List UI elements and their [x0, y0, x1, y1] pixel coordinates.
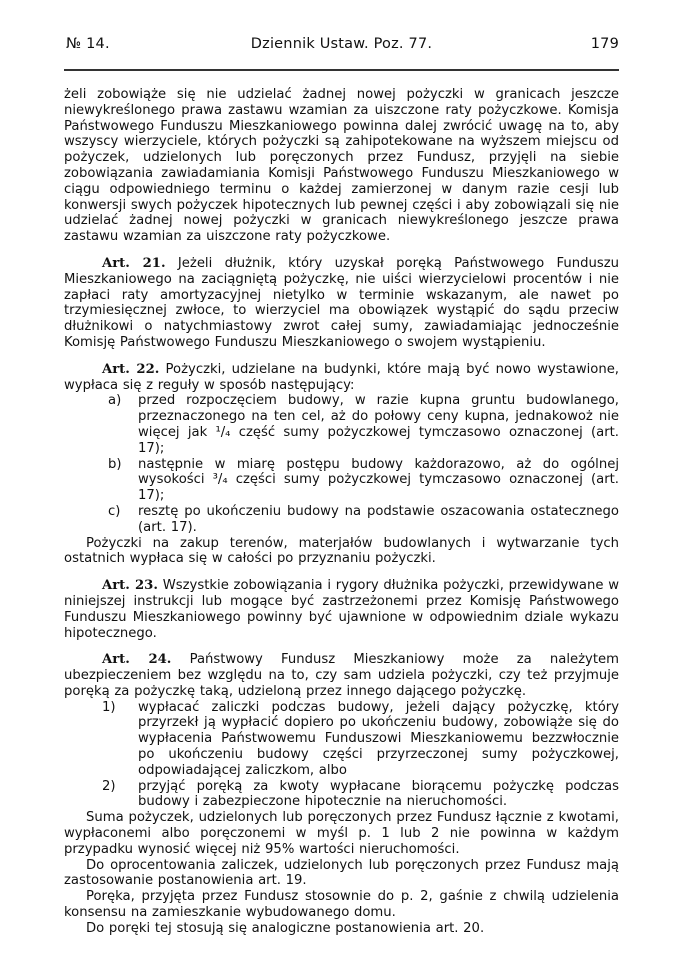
list-item: [64, 457, 619, 504]
journal-title: Dziennik Ustaw. Poz. 77.: [250, 36, 433, 52]
list-item-text: resztę po ukończeniu budowy na podstawie oszacowania ostatecznego (art. 17).: [138, 503, 619, 535]
article-21-label: Art. 21.: [102, 255, 166, 271]
article-24-label: Art. 24.: [102, 652, 172, 668]
continuation-paragraph: żeli zobowiąże się nie udzielać żadnej nowej pożyczki w granicach jeszcze niewykreślonego prawa zastawu wzamian za uiszczone raty pożyczkowe. Komisja Państwowego Funduszu Mieszkaniowego powinna dalej zwrócić uwagę na to, aby wszyscy wierzyciele, których pożyczki są zahipotekowane na wyższem miejscu od pożyczek, udzielonych lub poręczonych przez Fundusz, przyjęli na siebie zobowiązania zawiadamiania Komisji Państwowego Funduszu Mieszkaniowego w ciągu odpowiedniego terminu o każdej zamierzonej w danym razie cesji lub konwersji swych pożyczek hipotecznych lub pewnej części i aby zobowiązali się nie udzielać żadnej nowej pożyczki w granicach niewykreślonego jeszcze prawa zastawu wzamian za uiszczone raty pożyczkowe.: [64, 87, 619, 245]
list-item-text: wypłacać zaliczki podczas budowy, jeżeli dający pożyczkę, który przyrzekł ją wypłacić dopiero po ukończeniu budowy, zobowiąże się do wypłacenia Państwowemu Funduszowi Mieszkaniowemu bezzwłocznie po ukończeniu budowy części przyrzeczonej sumy pożyczkowej, odpowiadającej zaliczkom, albo: [138, 699, 619, 778]
list-marker: 2): [102, 778, 116, 794]
list-marker: 1): [102, 699, 116, 715]
list-item-text: następnie w miarę postępu budowy każdorazowo, aż do ogólnej wysokości ³/₄ części sumy pożyczkowej tymczasowo oznaczonej (art. 17);: [138, 456, 619, 504]
list-marker: a): [108, 393, 122, 409]
article-22-text: Pożyczki, udzielane na budynki, które mają być nowo wystawione, wypłaca się z reguły w sposób następujący:: [64, 361, 619, 393]
article-24: [64, 652, 619, 699]
list-item: [64, 504, 619, 536]
list-marker: c): [108, 503, 121, 519]
document-body: [64, 87, 619, 937]
list-item: [64, 393, 619, 456]
list-item-text: przyjąć poręką za kwoty wypłacane biorącemu pożyczkę podczas budowy i zabezpieczone hipotecznie na nieruchomości.: [138, 778, 619, 810]
article-23: [64, 578, 619, 641]
article-22-list: [64, 393, 619, 535]
list-item: [64, 700, 619, 779]
list-item: [64, 779, 619, 811]
issue-number: № 14.: [66, 36, 110, 52]
page-header: [64, 36, 619, 58]
article-21-text: Jeżeli dłużnik, który uzyskał poręką Państwowego Funduszu Mieszkaniowego na zaciągniętą pożyczkę, nie uiści wierzycielowi procentów i nie zapłaci raty amortyzacyjnej nietylko w terminie wskazanym, ale nawet po trzymiesięcznej zwłoce, to wierzyciel ma obowiązek wystąpić do sądu przeciw dłużnikowi o natychmiastowy zwrot całej sumy, zawiadamiając jednocześnie Komisję Państwowego Funduszu Mieszkaniowego o swojem wystąpieniu.: [64, 255, 619, 350]
article-24-text: Państwowy Fundusz Mieszkaniowy może za należytem ubezpieczeniem bez względu na to, czy sam udziela pożyczki, czy też przyjmuje poręką za pożyczkę taką, udzieloną przez innego dającego pożyczkę.: [64, 652, 619, 699]
header-divider: [64, 69, 619, 71]
article-23-label: Art. 23.: [102, 578, 158, 594]
article-24-paragraph: Do oprocentowania zaliczek, udzielonych lub poręczonych przez Fundusz mają zastosowanie postanowienia art. 19.: [64, 857, 619, 889]
article-23-text: Wszystkie zobowiązania i rygory dłużnika pożyczki, przewidywane w niniejszej instrukcji lub mogące być zastrzeżonemi przez Komisję Państwowego Funduszu Mieszkaniowego powinny być ujawnione w odpowiednim dziale wykazu hipotecznego.: [64, 578, 619, 641]
article-22-closing: Pożyczki na zakup terenów, materjałów budowlanych i wytwarzanie tych ostatnich wypłaca się w całości po przyznaniu pożyczki.: [64, 535, 619, 567]
article-22: [64, 362, 619, 394]
article-24-paragraph: Poręka, przyjęta przez Fundusz stosownie do p. 2, gaśnie z chwilą udzielenia konsensu na zamieszkanie wybudowanego domu.: [64, 889, 619, 921]
list-item-text: przed rozpoczęciem budowy, w razie kupna gruntu budowlanego, przeznaczonego na ten cel, aż do połowy ceny kupna, jednakowoż nie więcej jak ¹/₄ część sumy pożyczkowej tymczasowo oznaczonej (art. 17);: [138, 393, 619, 456]
article-24-list: [64, 700, 619, 811]
page-number: 179: [590, 36, 619, 52]
article-22-label: Art. 22.: [102, 361, 160, 377]
list-marker: b): [108, 456, 122, 472]
article-24-paragraph: Do poręki tej stosują się analogiczne postanowienia art. 20.: [86, 920, 485, 936]
article-21: [64, 256, 619, 351]
article-24-paragraph: Suma pożyczek, udzielonych lub poręczonych przez Fundusz łącznie z kwotami, wypłaconemi albo poręczonemi w myśl p. 1 lub 2 nie powinna w każdym przypadku wynosić więcej niż 95% wartości nieruchomości.: [64, 810, 619, 857]
